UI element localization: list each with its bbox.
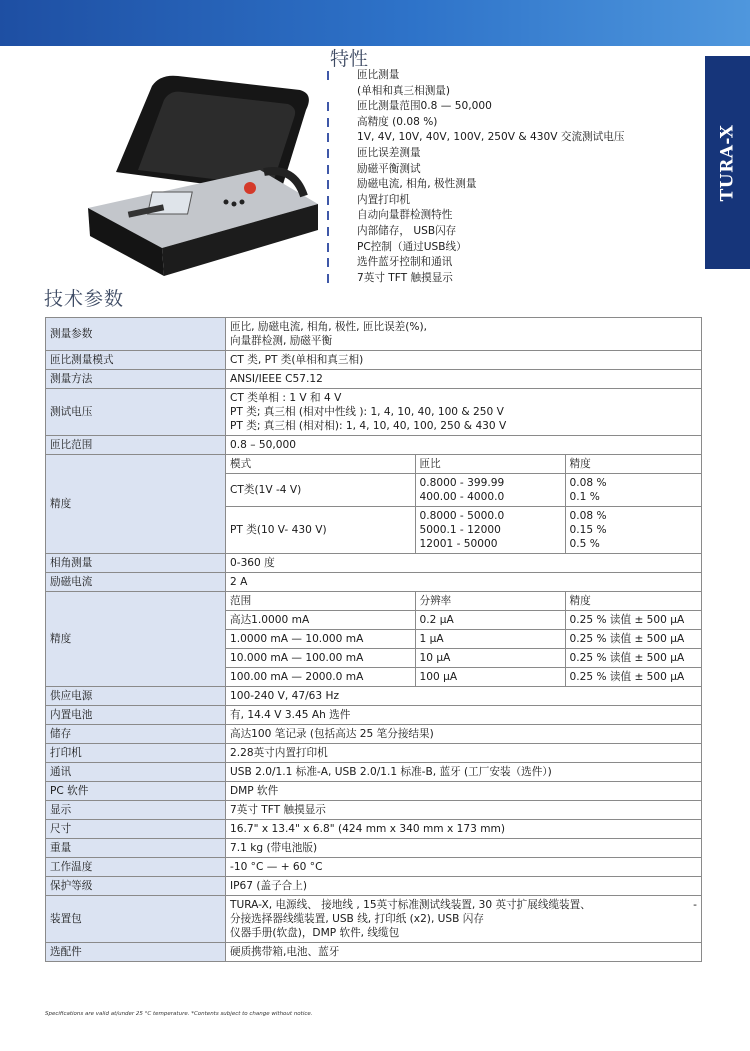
feature-text: 励磁平衡测试 — [357, 162, 421, 175]
header-bar — [0, 0, 750, 46]
bullet-icon — [327, 118, 329, 127]
spec-row-weight: 重量 7.1 kg (带电池版) — [46, 839, 702, 858]
feature-text: PC控制（通过USB线） — [357, 240, 467, 253]
footnote: Specifications are valid at/under 25 °C temperature. *Contents subject to change without notice. — [45, 1011, 313, 1017]
spec-row-phase: 相角测量 0-360 度 — [46, 554, 702, 573]
feature-item — [327, 130, 624, 146]
feature-item — [327, 255, 624, 271]
feature-item — [327, 271, 624, 287]
feature-text: 匝比误差测量 — [357, 146, 421, 159]
ratio-accuracy-table: 模式 匝比 精度 CT类(1V -4 V) 0.8000 - 399.99 400.00 - 4000.0 0.08 % 0.1 % PT 类(10 V- 430 V) 0.8000 - 5000.0 5000.1 - 12000 12001 - 50000 0.08 % 0.15 % 0.5 % — [226, 455, 701, 553]
spec-row-test-voltage: 测试电压 CT 类单相 : 1 V 和 4 V PT 类; 真三相 (相对中性线 ): 1, 4, 10, 40, 100 & 250 V PT 类; 真三相 (相对相): 1, 4, 10, 40, 100, 250 & 430 V — [46, 389, 702, 436]
feature-text: 内部储存， USB闪存 — [357, 224, 457, 237]
spec-row-temperature: 工作温度 -10 °C — + 60 °C — [46, 858, 702, 877]
spec-row-printer: 打印机 2.28英寸内置打印机 — [46, 744, 702, 763]
features-list — [327, 68, 624, 286]
feature-text: 高精度 (0.08 %) — [357, 115, 438, 128]
features-title: 特性 — [330, 48, 369, 70]
spec-row-pc-software: PC 软件 DMP 软件 — [46, 782, 702, 801]
bullet-icon — [327, 196, 329, 205]
feature-text: 匝比测量 — [357, 69, 400, 81]
bullet-icon — [327, 102, 329, 111]
spec-row-options: 选配件 硬质携带箱,电池、蓝牙 — [46, 943, 702, 962]
feature-item — [327, 146, 624, 162]
side-tab — [705, 56, 750, 269]
product-name: TURA-X — [717, 124, 738, 201]
bullet-icon — [327, 227, 329, 236]
spec-row-communication: 通讯 USB 2.0/1.1 标准-A, USB 2.0/1.1 标准-B, 蓝牙 (工厂安装（选件）) — [46, 763, 702, 782]
feature-item — [327, 224, 624, 240]
feature-item — [327, 84, 624, 100]
spec-row-method: 测量方法 ANSI/IEEE C57.12 — [46, 370, 702, 389]
feature-text: 自动向量群检测特性 — [357, 209, 453, 222]
current-accuracy-table: 范围 分辨率 精度 高达1.0000 mA 0.2 μA 0.25 % 读值 ± 500 μA 1.0000 mA — 10.000 mA 1 μA 0.25 % 读值 ± 500 μA 10.000 mA — 100.00 mA 10 μA 0.25 % 读值 ± 500 μA 100.00 mA — 2000.0 mA 100 μA 0.25 % 读值 ± 500 μA — [226, 592, 701, 686]
bullet-icon — [327, 149, 329, 158]
spec-row-mode: 匝比测量模式 CT 类, PT 类(单相和真三相) — [46, 351, 702, 370]
feature-text: 选件蓝牙控制和通讯 — [357, 256, 453, 269]
spec-row-display: 显示 7英寸 TFT 触摸显示 — [46, 801, 702, 820]
bullet-icon — [327, 133, 329, 142]
spec-row-dimensions: 尺寸 16.7" x 13.4" x 6.8" (424 mm x 340 mm x 173 mm) — [46, 820, 702, 839]
feature-item — [327, 68, 624, 84]
feature-item — [327, 240, 624, 256]
feature-text: 励磁电流, 相角, 极性测量 — [357, 178, 477, 191]
spec-table — [45, 317, 702, 962]
spec-row-package: 装置包 TURA-X, 电源线、 接地线 , 15英寸标准测试线装置, 30 英寸扩展线缆装置、 分接选择器线缆装置, USB 线, 打印纸 (x2), USB 闪存 仪器手册(软盘)，DMP 软件, 线缆包 - — [46, 896, 702, 943]
spec-row-excitation: 励磁电流 2 A — [46, 573, 702, 592]
feature-item — [327, 162, 624, 178]
bullet-icon — [327, 71, 329, 80]
tech-specs-title: 技术参数 — [44, 288, 125, 310]
feature-text: 7英寸 TFT 触摸显示 — [357, 271, 453, 284]
feature-item — [327, 193, 624, 209]
bullet-icon — [327, 165, 329, 174]
device-photo — [68, 52, 318, 284]
spec-row-parameters: 测量参数 匝比, 励磁电流, 相角, 极性, 匝比误差(%), 向量群检测, 励磁平衡 — [46, 318, 702, 351]
feature-item — [327, 115, 624, 131]
feature-text: (单相和真三相测量) — [357, 84, 451, 97]
spec-row-ratio-range: 匝比范围 0.8 – 50,000 — [46, 436, 702, 455]
spec-row-power: 供应电源 100-240 V, 47/63 Hz — [46, 687, 702, 706]
feature-item — [327, 177, 624, 193]
feature-text: 内置打印机 — [357, 193, 410, 206]
spec-row-battery: 内置电池 有, 14.4 V 3.45 Ah 选件 — [46, 706, 702, 725]
feature-text: 1V, 4V, 10V, 40V, 100V, 250V & 430V 交流测试电压 — [357, 131, 625, 144]
bullet-icon — [327, 243, 329, 252]
spec-row-protection: 保护等级 IP67 (盖子合上) — [46, 877, 702, 896]
spec-row-ratio-accuracy: 精度 模式 匝比 精度 CT类(1V -4 V) 0.8000 - 399.99 400.00 - 4000.0 0.08 % 0.1 % PT 类(10 V- 430 V) 0.8000 - 5000.0 5000.1 - 12000 12001 - 50000 0.08 % 0.15 % 0.5 % — [46, 455, 702, 554]
bullet-icon — [327, 258, 329, 267]
feature-text: 匝比测量范围0.8 — 50,000 — [357, 100, 492, 113]
bullet-icon — [327, 180, 329, 189]
bullet-icon — [327, 274, 329, 283]
feature-item — [327, 208, 624, 224]
spec-row-storage: 储存 高达100 笔记录 (包括高达 25 笔分接结果) — [46, 725, 702, 744]
bullet-icon — [327, 211, 329, 220]
spec-row-current-accuracy: 精度 范围 分辨率 精度 高达1.0000 mA 0.2 μA 0.25 % 读值 ± 500 μA 1.0000 mA — 10.000 mA 1 μA 0.25 % 读值 ± 500 μA 10.000 mA — 100.00 mA 10 μA 0.25 % 读值 ± 500 μA 100.00 mA — 2000.0 mA 100 μA 0.25 % 读值 ± 500 μA — [46, 592, 702, 687]
feature-item — [327, 99, 624, 115]
